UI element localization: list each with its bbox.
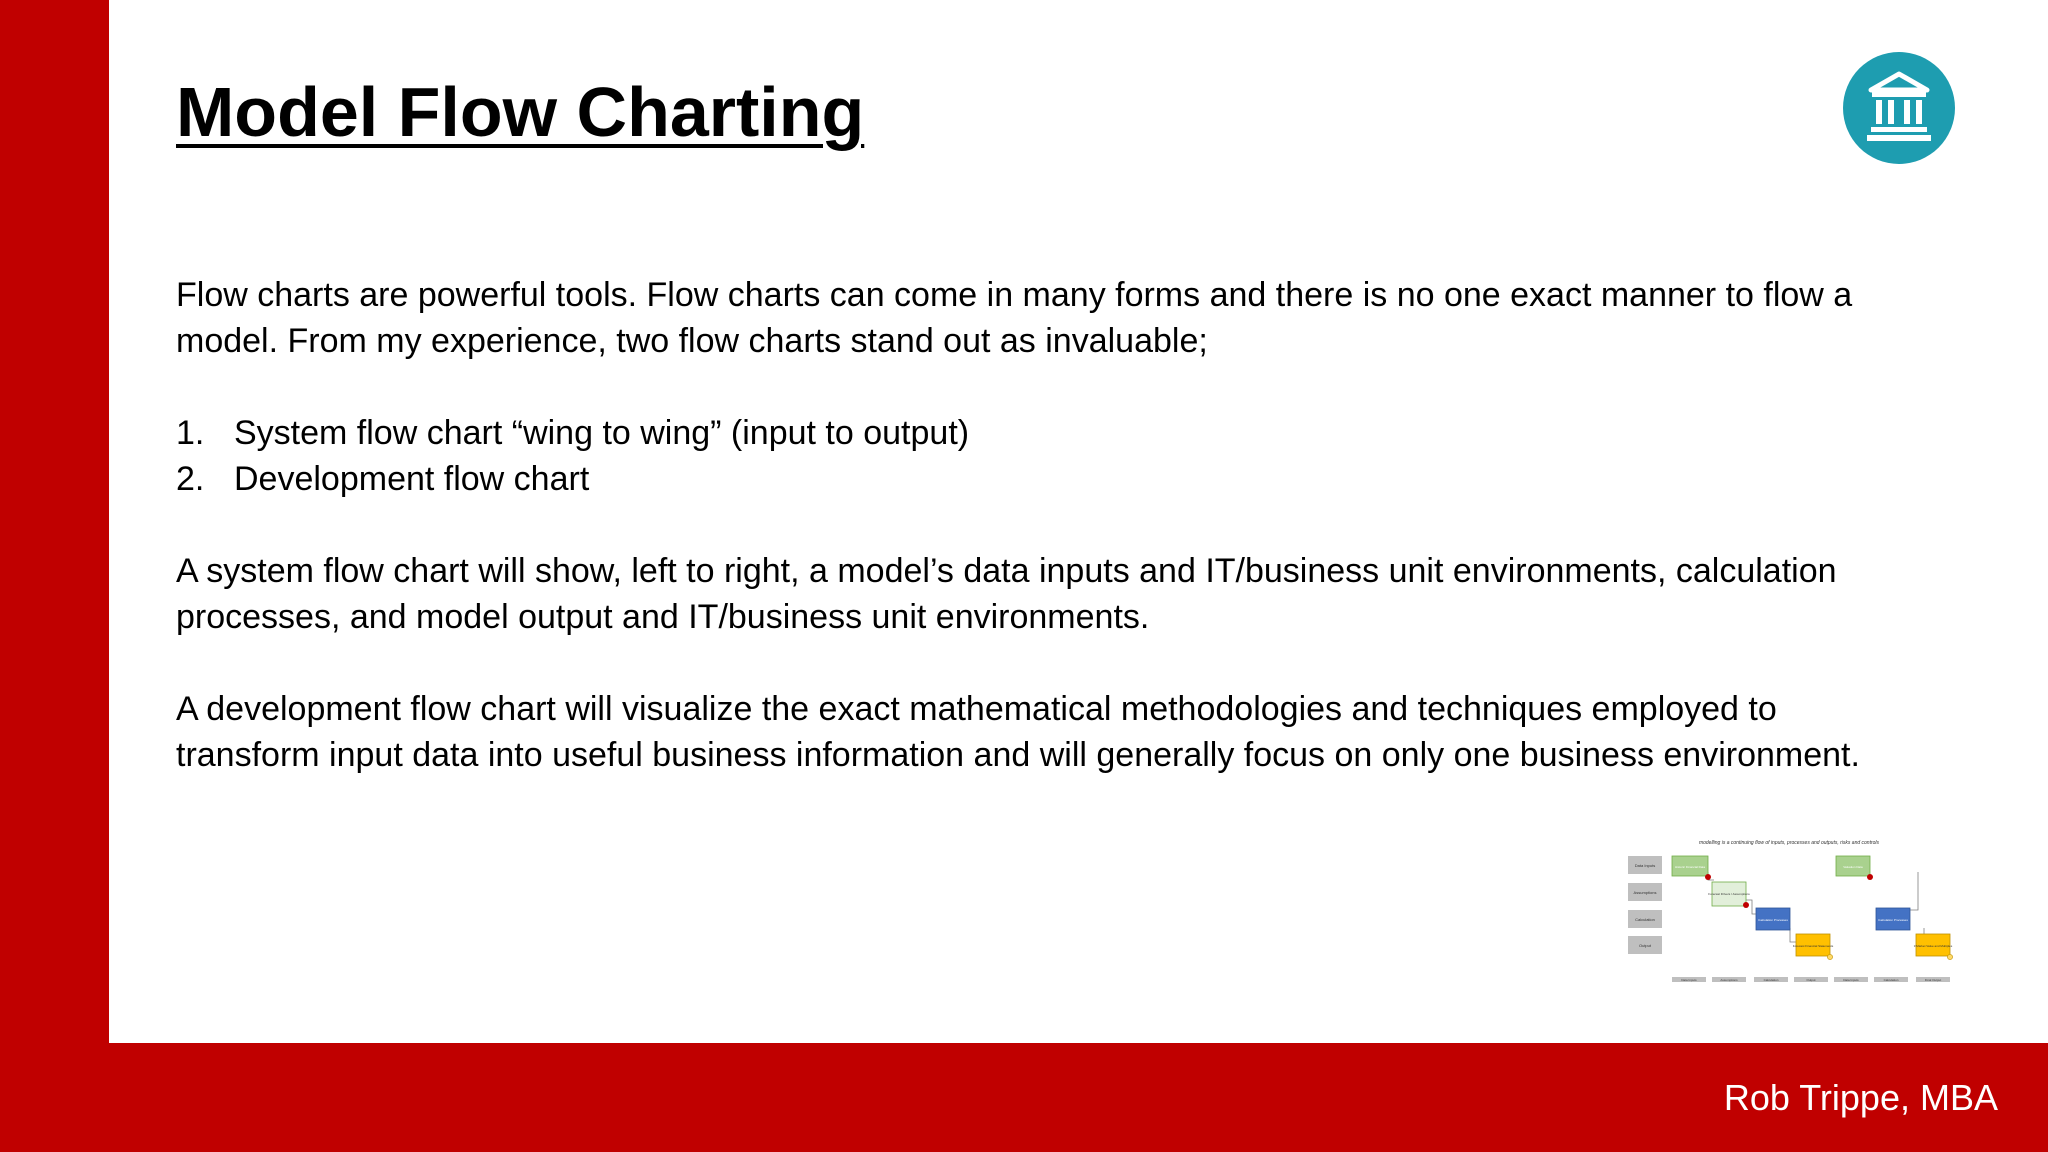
list-item-number: 2. (176, 460, 205, 498)
thumbnail-box-label: Forecast Financial Statements (1792, 944, 1834, 948)
thumbnail-footer-label: Data Inputs (1843, 978, 1859, 982)
thumbnail-row-label: Data Inputs (1634, 863, 1656, 868)
thumbnail-box-label: Calculation Processes (1878, 918, 1908, 922)
flow-chart-types-list (176, 410, 1956, 502)
footer-author: Rob Trippe, MBA (1723, 1077, 1998, 1118)
left-accent-bar (0, 0, 109, 1043)
thumbnail-footer-label: Calculation (1763, 978, 1779, 982)
thumbnail-row-label: Output (1638, 943, 1652, 948)
slide-title: Model Flow Charting (176, 73, 865, 151)
system-flow-line-1: A system flow chart will show, left to right, a model’s data inputs and IT/business unit environments, calculation (176, 552, 1837, 590)
thumbnail-row-label: Assumptions (1633, 890, 1657, 895)
list-item-text: Development flow chart (234, 460, 590, 498)
thumbnail-footer-label: Output (1806, 978, 1816, 982)
bank-building-icon (1843, 52, 1955, 164)
thumbnail-box-label: Historic Financial Data (1674, 865, 1706, 869)
thumbnail-footer-label: Data Inputs (1681, 978, 1697, 982)
flow-chart-thumbnail (1620, 832, 1958, 990)
thumbnail-footer-label: Calculation (1883, 978, 1899, 982)
list-item-text: System flow chart “wing to wing” (input to output) (234, 414, 970, 452)
thumbnail-footer-label: Assumptions (1720, 978, 1738, 982)
list-item (176, 456, 1956, 502)
thumbnail-row-label: Calculation (1635, 917, 1655, 922)
intro-line-1: Flow charts are powerful tools. Flow charts can come in many forms and there is no one exact manner to flow a (176, 276, 1853, 314)
development-flow-line-1: A development flow chart will visualize the exact mathematical methodologies and techniques employed to (176, 690, 1777, 728)
thumbnail-box-label: Forecast Drivers / Assumptions (1708, 892, 1750, 896)
thumbnail-box-label: Valuation Data (1843, 865, 1863, 869)
intro-line-2: model. From my experience, two flow charts stand out as invaluable; (176, 322, 1208, 360)
thumbnail-footer-label: Final Output (1924, 978, 1942, 982)
thumbnail-box-label: 3 Market Value and Multiples (1913, 944, 1953, 948)
development-flow-line-2: transform input data into useful business information and will generally focus on only one business environment. (176, 736, 1860, 774)
list-item (176, 410, 1956, 456)
thumbnail-caption: modelling is a continuing flow of inputs, processes and outputs, risks and controls (1698, 840, 1880, 846)
slide-body (176, 272, 1956, 778)
system-flow-line-2: processes, and model output and IT/business unit environments. (176, 598, 1150, 636)
thumbnail-box-label: Calculation Processes (1758, 918, 1788, 922)
list-item-number: 1. (176, 414, 205, 452)
